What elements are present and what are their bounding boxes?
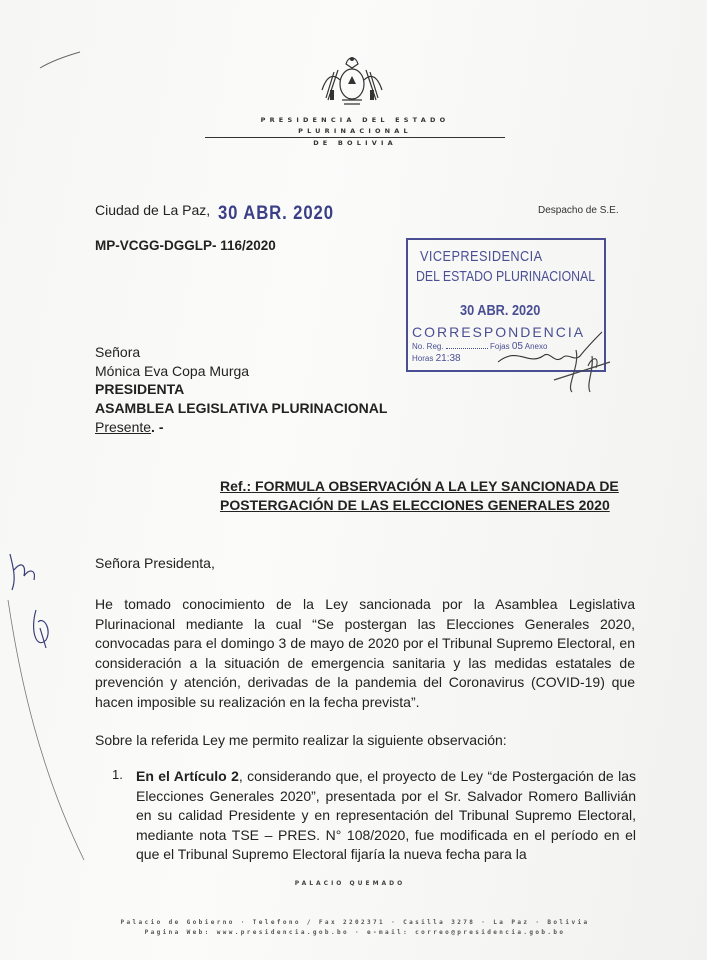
stamp-line2: DEL ESTADO PLURINACIONAL [416,268,596,285]
stamp-reg-label: No. Reg. [412,342,444,351]
presente-line [95,418,164,437]
stamp-fojas-value: 05 [511,341,523,352]
stamp-fojas-label: Fojas [490,342,510,351]
institution-name [205,115,505,149]
bolivia-coat-of-arms-icon [318,50,386,112]
presente-suffix: . - [151,419,164,435]
reference-text: FORMULA OBSERVACIÓN A LA LEY SANCIONADA DE POSTERGACIÓN DE LAS ELECCIONES GENERALES 2020 [220,478,619,513]
stamp-horas-row [412,353,461,364]
footer-contact-line1: Palacio de Gobierno · Telefono / Fax 2202371 · Casilla 3278 · La Paz · Bolivia [120,919,590,926]
handwritten-mark [546,346,616,396]
stamp-horas-label: Horas [412,354,434,363]
paragraph-2: Sobre la referida Ley me permito realizar la siguiente observación: [95,732,507,748]
item-1-number: 1. [112,767,123,782]
stamp-anexo-label: Anexo [524,342,548,351]
institution-name-line2: DE BOLIVIA [313,139,397,147]
despacho-label: Despacho de S.E. [538,205,619,216]
recipient-title: PRESIDENTA [95,381,185,397]
paragraph-1: He tomado conocimiento de la Ley sancionada por la Asamblea Legislativa Plurinacional mediante la cual “Se postergan las Elecciones Generales 2020, convocadas para el domingo 3 de mayo de 2020 por el Tribunal Supremo Electoral, en consideración a la situación de emergencia sanitaria y las medidas estatales de prevención y atención, derivadas de la pandemia del Coronavirus (COVID-19) que hacen imposible su realización en la fecha prevista”. [95,596,635,710]
recipient-name: Mónica Eva Copa Murga [95,363,250,379]
recipient-organization: ASAMBLEA LEGISLATIVA PLURINACIONAL [95,400,388,416]
item-1-text: , considerando que, el proyecto de Ley “de Postergación de las Elecciones Generales 2020”, presentada por el Sr. Salvador Romero Ballivián en su calidad Presidente y en representación del Tribunal Supremo Electoral, mediante nota TSE – PRES. N° 108/2020, fue modificada en el período en el que el Tribunal Supremo Electoral fijaría la nueva fecha para la [136,768,636,862]
footer-contact-line2: Pagina Web: www.presidencia.gob.bo · e-mail: correo@presidencia.gob.bo [144,929,566,936]
greeting: Señora Presidenta, [95,555,215,571]
stamp-line4: CORRESPONDENCIA [412,324,586,340]
pen-stroke-mark [38,50,82,70]
item-1 [136,767,636,865]
recipient-salutation: Señora [95,344,141,360]
date-stamp: 30 ABR. 2020 [218,203,334,224]
reference-block [220,477,640,515]
stamp-line1: VICEPRESIDENCIA [420,248,543,265]
city-label: Ciudad de La Paz, [95,202,211,218]
reference-code: MP-VCGG-DGGLP- 116/2020 [95,238,276,253]
reference-label: Ref.: [220,478,252,494]
presente-label: Presente [95,419,152,435]
handwritten-margin-notes [0,540,90,860]
footer-building: PALACIO QUEMADO [294,880,406,887]
stamp-horas-value: 21:38 [435,353,461,364]
institution-name-line1: PRESIDENCIA DEL ESTADO PLURINACIONAL [205,115,505,138]
item-1-lead: En el Artículo 2 [136,768,239,784]
stamp-date: 30 ABR. 2020 [460,302,541,319]
